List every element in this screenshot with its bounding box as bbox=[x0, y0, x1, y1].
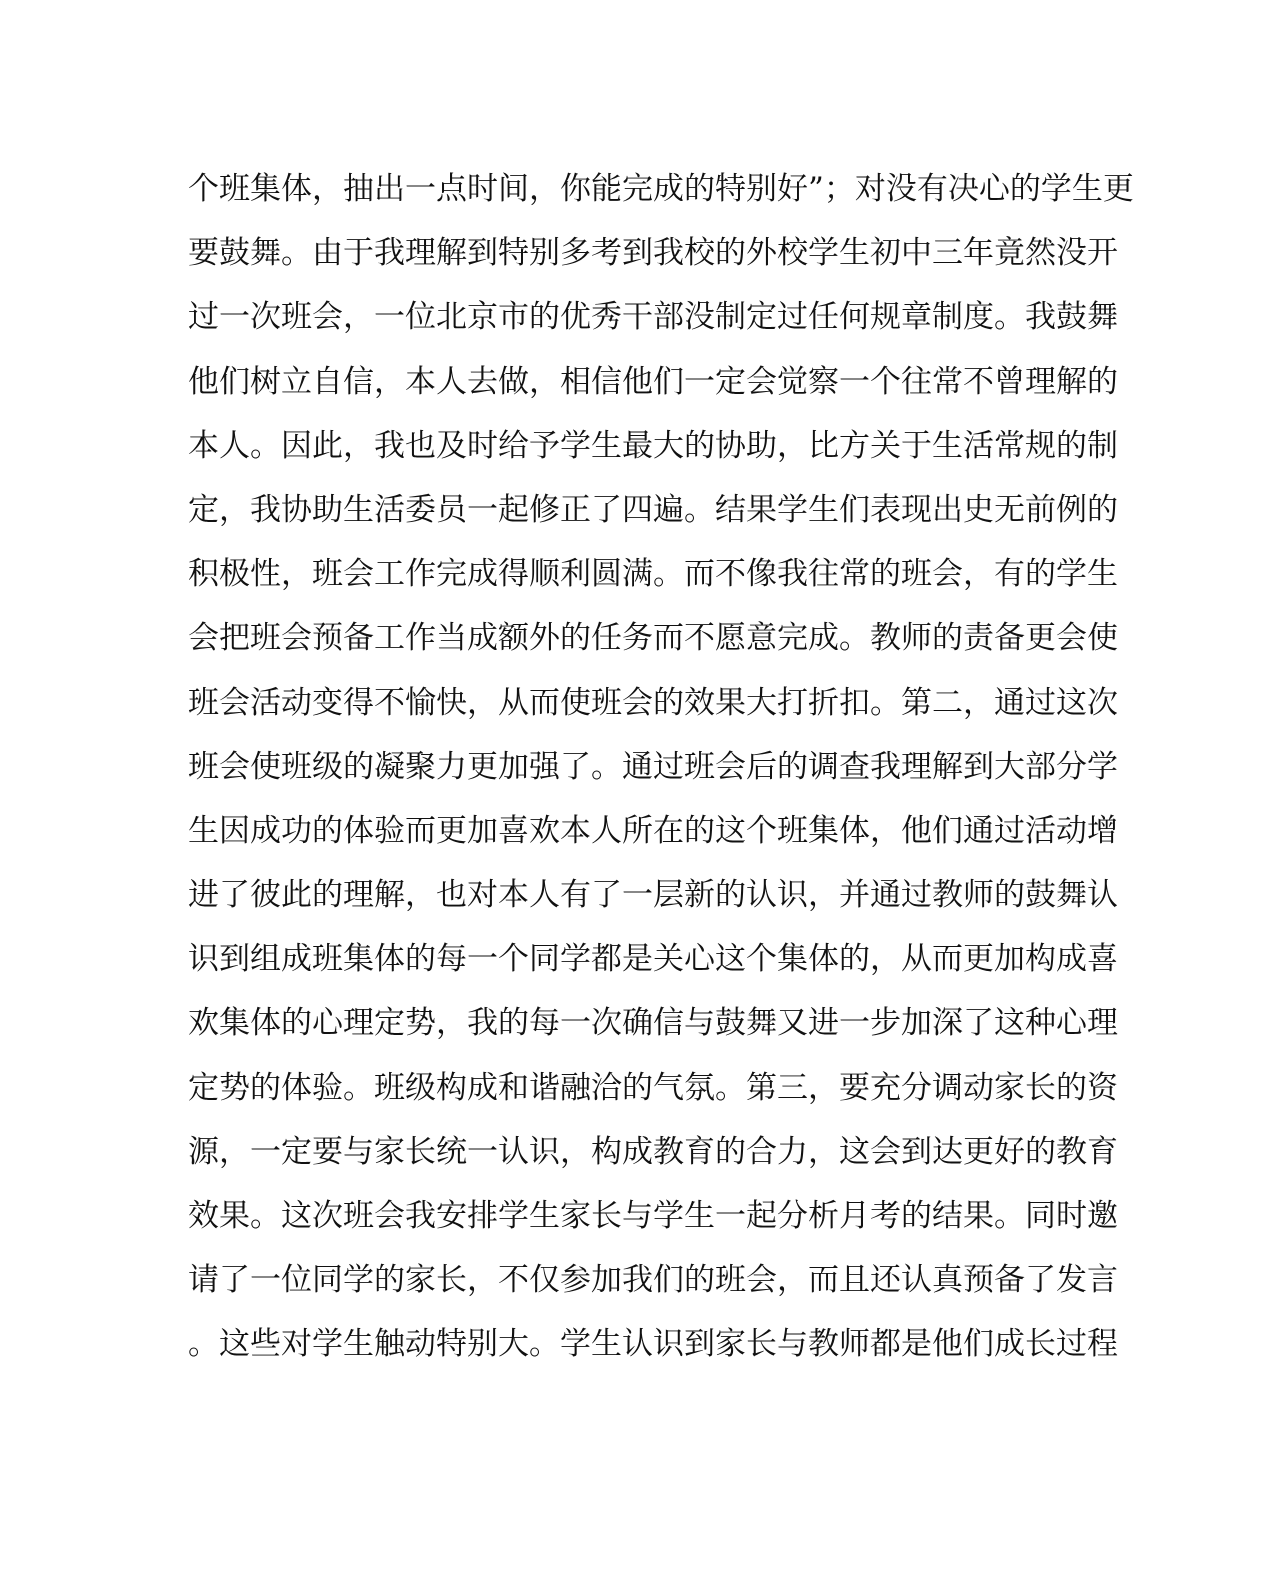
text-line: 进了彼此的理解，也对本人有了一层新的认识，并通过教师的鼓舞认 bbox=[188, 877, 1118, 914]
text-line: 过一次班会，一位北京市的优秀干部没制定过任何规章制度。我鼓舞 bbox=[188, 299, 1118, 336]
text-line: 定，我协助生活委员一起修正了四遍。结果学生们表现出史无前例的 bbox=[188, 491, 1118, 528]
text-line: 本人。因此，我也及时给予学生最大的协助，比方关于生活常规的制 bbox=[188, 427, 1118, 464]
text-line: 效果。这次班会我安排学生家长与学生一起分析月考的结果。同时邀 bbox=[188, 1198, 1118, 1234]
body-text bbox=[188, 157, 1134, 1377]
text-line: 欢集体的心理定势，我的每一次确信与鼓舞又进一步加深了这种心理 bbox=[188, 1005, 1118, 1042]
text-line: 会把班会预备工作当成额外的任务而不愿意完成。教师的责备更会使 bbox=[188, 620, 1118, 657]
text-line: 他们树立自信，本人去做，相信他们一定会觉察一个往常不曾理解的 bbox=[188, 363, 1118, 400]
text-line: 积极性，班会工作完成得顺利圆满。而不像我往常的班会，有的学生 bbox=[188, 556, 1118, 593]
text-line: 请了一位同学的家长，不仅参加我们的班会，而且还认真预备了发言 bbox=[188, 1262, 1118, 1299]
text-line: 生因成功的体验而更加喜欢本人所在的这个班集体，他们通过活动增 bbox=[188, 812, 1118, 849]
text-line: 定势的体验。班级构成和谐融洽的气氛。第三，要充分调动家长的资 bbox=[188, 1069, 1118, 1106]
text-line: 识到组成班集体的每一个同学都是关心这个集体的，从而更加构成喜 bbox=[188, 941, 1118, 978]
text-line: 班会活动变得不愉快，从而使班会的效果大打折扣。第二，通过这次 bbox=[188, 684, 1118, 721]
text-line: 个班集体，抽出一点时间，你能完成的特别好”；对没有决心的学生更 bbox=[188, 171, 1134, 207]
text-line: 班会使班级的凝聚力更加强了。通过班会后的调查我理解到大部分学 bbox=[188, 748, 1118, 785]
text-line: 要鼓舞。由于我理解到特别多考到我校的外校学生初中三年竟然没开 bbox=[188, 235, 1118, 272]
text-line: 源，一定要与家长统一认识，构成教育的合力，这会到达更好的教育 bbox=[188, 1133, 1118, 1170]
text-line: 。这些对学生触动特别大。学生认识到家长与教师都是他们成长过程 bbox=[188, 1326, 1118, 1363]
